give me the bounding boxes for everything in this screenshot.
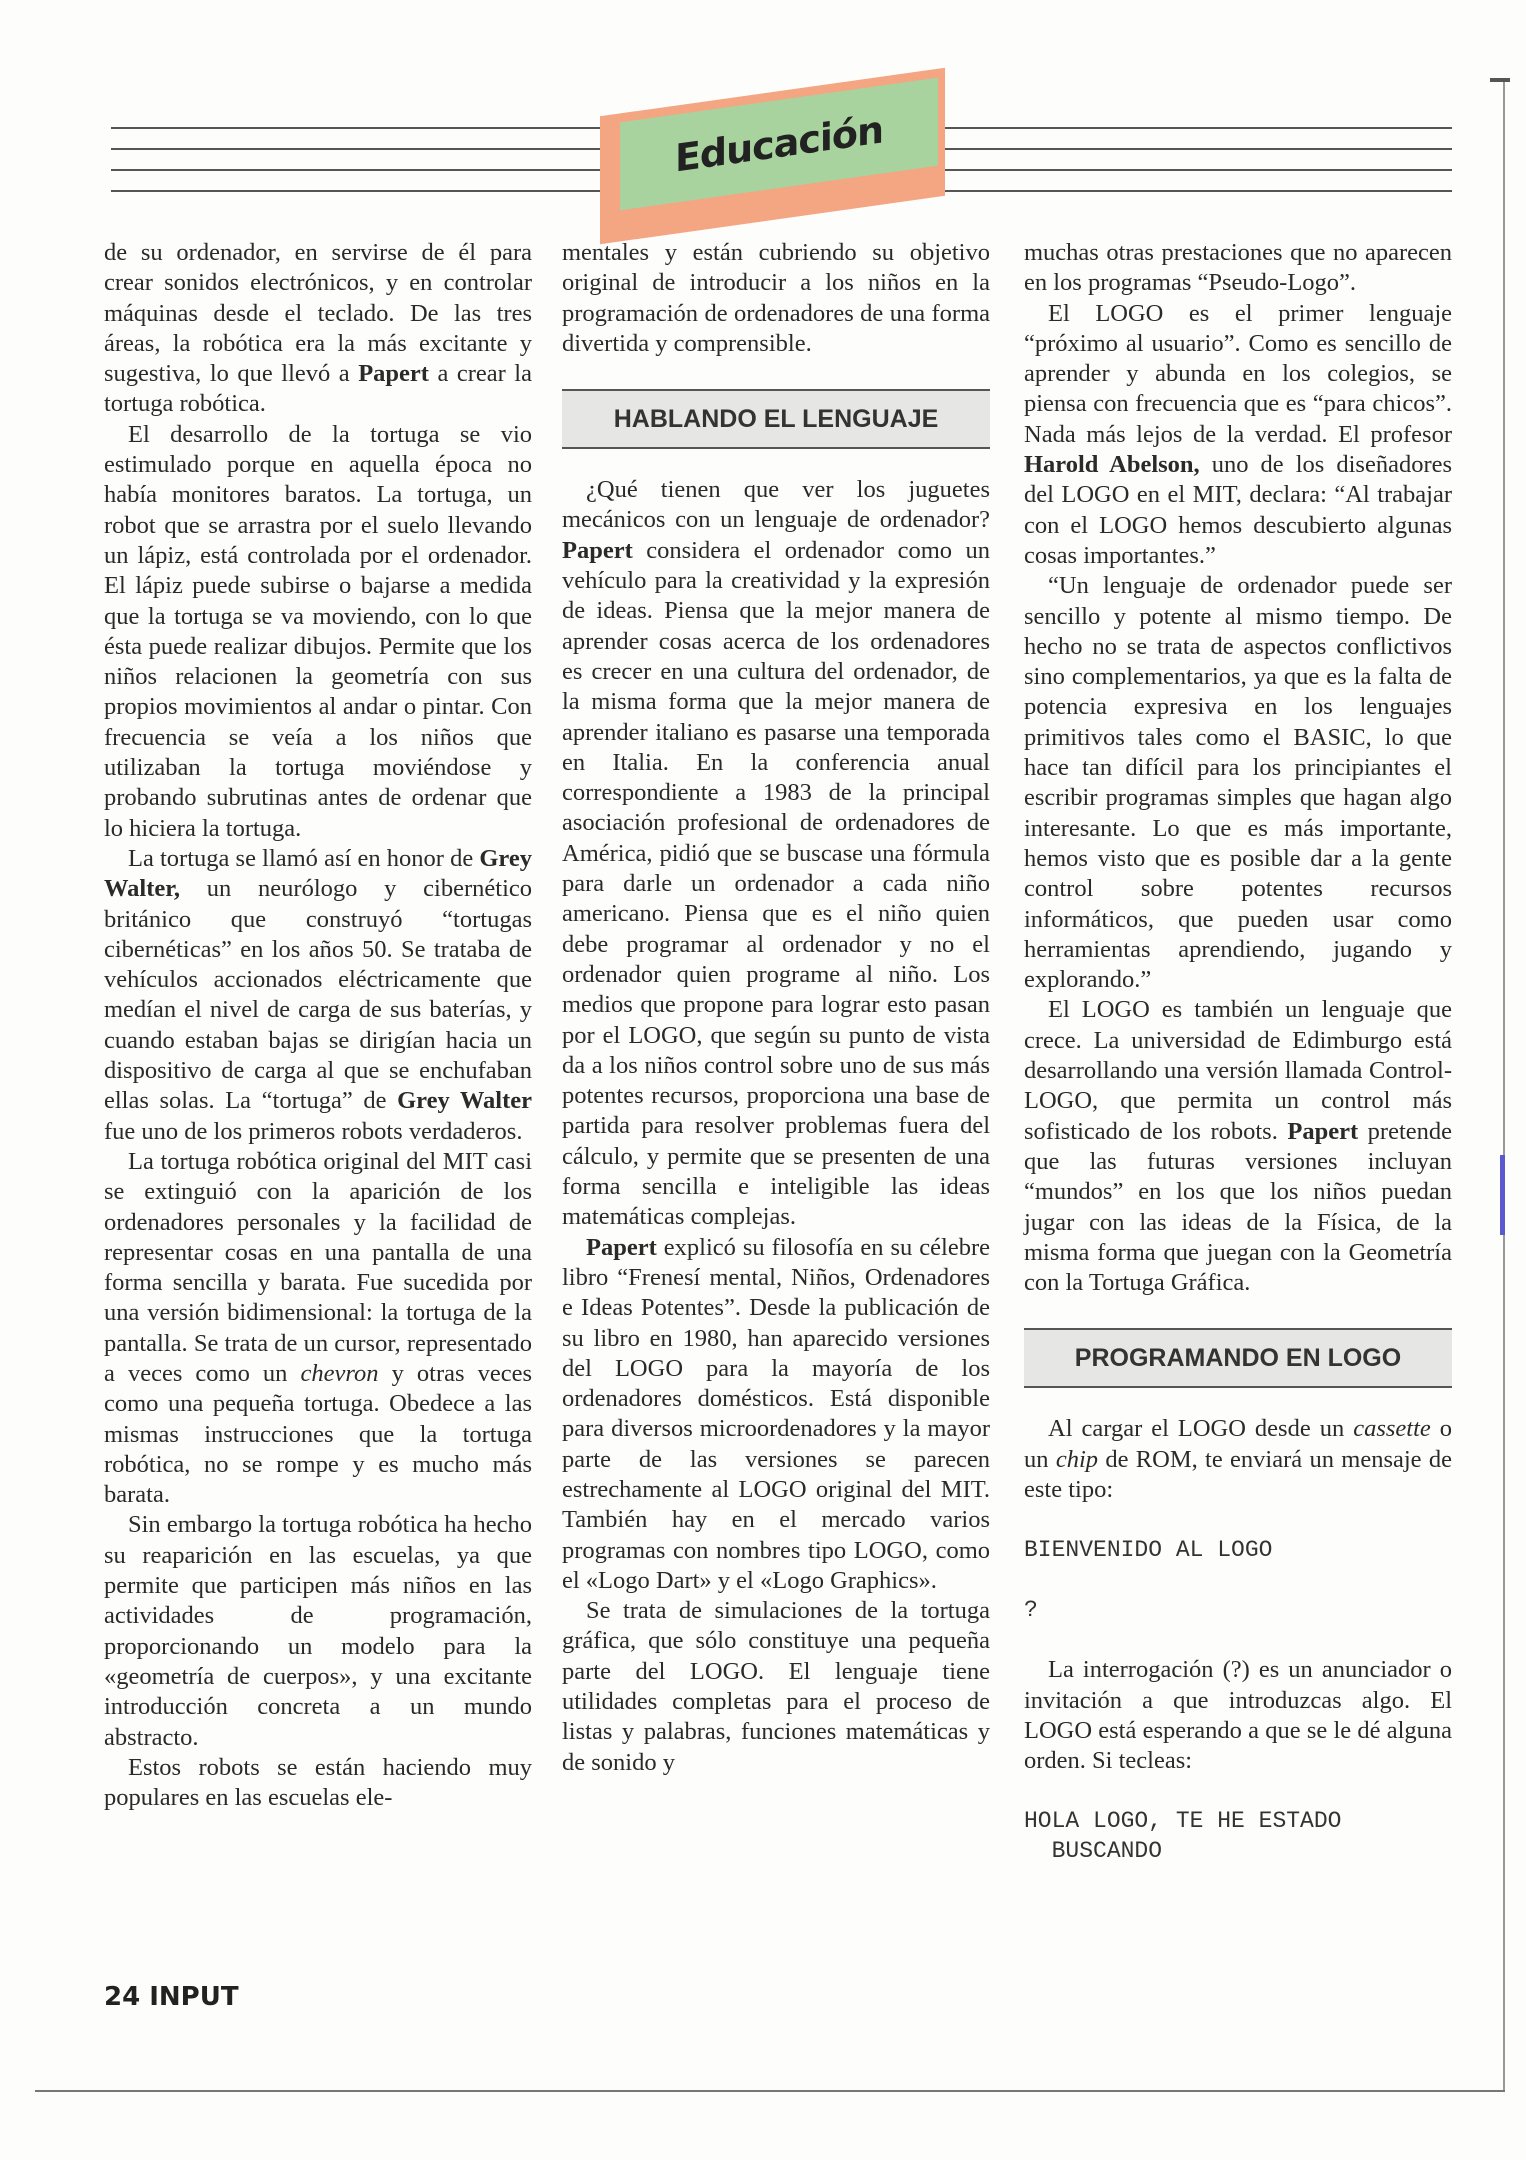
page-edge xyxy=(1503,80,1505,2090)
paragraph xyxy=(104,1147,532,1511)
text-run: “Un lenguaje de ordenador puede ser sencillo y potente al mismo tiempo. De hecho no se trata de aspectos conflictivos sino complementarios, ya que es la falta de potencia expresiva en los lenguajes primitivos tales como el BASIC, lo que hace tan difícil para los principiantes el escribir programas simples que hagan algo interesante. Lo que es más importante, hemos visto que es posible dar a la gente control sobre potentes recursos informáticos, que pueden usar como herramientas aprendiendo, jugando y explorando.” xyxy=(1024,572,1452,994)
italic-text: chevron xyxy=(300,1359,379,1387)
bold-text: Grey Walter, xyxy=(104,844,532,903)
text-run: El LOGO es el primer lenguaje “próximo al usuario”. Como es sencillo de aprender y abunda en los colegios, se piensa con frecuencia que es “para chicos”. Nada más lejos de la verdad. El profesor xyxy=(1024,299,1452,448)
paragraph xyxy=(562,238,990,359)
text-run: y otras veces como una pequeña tortuga. Obedece a las mismas instrucciones que la tortuga robótica, no se rompe y es mucho más barata. xyxy=(104,1359,532,1509)
text-run: fue uno de los primeros robots verdaderos. xyxy=(104,1117,523,1145)
text-run: La interrogación (?) es un anunciador o invitación a que introduzcas algo. El LOGO está esperando a que se le dé alguna orden. Si tecleas: xyxy=(1024,1656,1452,1775)
text-run: uno de los diseñadores del LOGO en el MIT, declara: “Al trabajar con el LOGO hemos descubierto algunas cosas importantes.” xyxy=(1024,451,1453,569)
page-edge-mark xyxy=(1490,78,1510,82)
paragraph xyxy=(562,1233,990,1597)
paragraph xyxy=(104,238,532,420)
paragraph xyxy=(1024,995,1452,1298)
page-number: 24 xyxy=(104,1982,141,2012)
column-1 xyxy=(104,238,532,1813)
text-run: Sin embargo la tortuga robótica ha hecho su reaparición en las escuelas, ya que permite que participen más niños en las actividades de programación, proporcionando un modelo para la «geometría de cuerpos», y una excitante introducción concreta a un mundo abstracto. xyxy=(104,1511,532,1751)
paragraph xyxy=(1024,299,1452,572)
page-edge-color-mark xyxy=(1500,1155,1505,1235)
text-run: La tortuga robótica original del MIT casi se extinguió con la aparición de los ordenadores personales y la facilidad de representar cosas en una pantalla de una forma sencilla y barata. Fue sucedida por una versión bidimensional: la tortuga de la pantalla. Se trata de un cursor, representado a veces como un xyxy=(104,1147,532,1387)
paragraph xyxy=(1024,1655,1452,1776)
paragraph xyxy=(1024,1414,1452,1505)
text-run: considera el ordenador como un vehículo para la creatividad y la expresión de ideas. Piensa que la mejor manera de aprender cosas acerca de los ordenadores es crecer en una cultura del ordenador, de la misma forma que la mejor manera de aprender italiano es pasarse una temporada en Italia. En la conferencia anual correspondiente a 1983 de la principal asociación profesional de ordenadores de América, pidió que se buscase una fórmula para darle un ordenador a cada niño americano. Piensa que es el niño quien debe programar al ordenador y no el ordenador quien programe al niño. Los medios que propone para lograr esto pasan por el LOGO, que según su punto de vista da a los niños control sobre uno de sus más potentes recursos, proporciona una base de partida para resolver problemas fuera del cálculo, y permite que se presenten de una forma sencilla e inteligible las ideas matemáticas complejas. xyxy=(562,536,990,1231)
code-listing: BIENVENIDO AL LOGO xyxy=(1024,1537,1273,1564)
text-run: de ROM, te enviará un mensaje de este tipo: xyxy=(1024,1445,1453,1503)
text-run: El desarrollo de la tortuga se vio estimulado porque en aquella época no había monitores baratos. La tortuga, un robot que se arrastra por el suelo llevando un lápiz, está controlada por el ordenador. El lápiz puede subirse o bajarse a medida que la tortuga se va moviendo, con lo que ésta puede realizar dibujos. Permite que los niños relacionen la geometría con sus propios movimientos al andar o pintar. Con frecuencia se veía a los niños que utilizaban la tortuga moviéndose y probando subrutinas antes de ordenar que lo hiciera la tortuga. xyxy=(104,420,532,842)
text-run: un neurólogo y cibernético británico que construyó “tortugas cibernéticas” en los años 50. Se trataba de vehículos accionados eléctricamente que medían el nivel de carga de sus baterías, y cuando estaban bajas se dirigían hacia un dispositivo de carga al que se enchufaban ellas solas. La “tortuga” de xyxy=(104,875,532,1115)
text-run: pretende que las futuras versiones incluyan “mundos” en los que los niños puedan jugar con las ideas de la Física, de la misma forma que juegan con la Geometría con la Tortuga Gráfica. xyxy=(1024,1117,1452,1297)
paragraph xyxy=(104,844,532,1147)
paragraph xyxy=(1024,238,1452,299)
text-run: La tortuga se llamó así en honor de xyxy=(128,844,480,872)
code-listing: HOLA LOGO, TE HE ESTADO BUSCANDO xyxy=(1024,1808,1342,1865)
page-bottom-rule xyxy=(35,2090,1505,2092)
magazine-name: INPUT xyxy=(149,1982,239,2012)
paragraph xyxy=(562,475,990,1232)
text-run: mentales y están cubriendo su objetivo original de introducir a los niños en la programación de ordenadores de una forma divertida y comprensible. xyxy=(562,239,990,357)
section-label: Educación xyxy=(674,107,884,181)
bold-text: Papert xyxy=(1287,1117,1359,1145)
text-run: Se trata de simulaciones de la tortuga gráfica, que sólo constituye una pequeña parte del LOGO. El lenguaje tiene utilidades completas para el proceso de listas y palabras, funciones matemáticas y de sonido y xyxy=(562,1597,990,1776)
paragraph xyxy=(104,1510,532,1752)
column-3 xyxy=(1024,238,1452,1896)
code-listing: ? xyxy=(1024,1597,1038,1624)
italic-text: chip xyxy=(1055,1445,1099,1473)
text-run: o un xyxy=(1024,1415,1453,1473)
section-heading: PROGRAMANDO EN LOGO xyxy=(1024,1328,1452,1388)
page-footer xyxy=(104,1982,239,2012)
text-run: Estos robots se están haciendo muy populares en las escuelas ele- xyxy=(104,1753,532,1812)
italic-text: cassette xyxy=(1353,1415,1431,1443)
paragraph xyxy=(562,1596,990,1778)
text-run: Al cargar el LOGO desde un xyxy=(1048,1415,1354,1443)
text-run: El LOGO es también un lenguaje que crece. La universidad de Edimburgo está desarrollando una versión llamada Control-LOGO, que permita un control más sofisticado de los robots. xyxy=(1024,996,1452,1145)
paragraph xyxy=(1024,571,1452,995)
text-run: muchas otras prestaciones que no aparecen en los programas “Pseudo-Logo”. xyxy=(1024,239,1452,297)
column-2 xyxy=(562,238,990,1778)
text-run: ¿Qué tienen que ver los juguetes mecánicos con un lenguaje de ordenador? xyxy=(562,476,990,534)
text-run: a crear la tortuga robótica. xyxy=(104,360,532,418)
bold-text: Papert xyxy=(586,1233,657,1261)
paragraph xyxy=(104,1753,532,1814)
text-run: de su ordenador, en servirse de él para crear sonidos electrónicos, y en controlar máquinas desde el teclado. De las tres áreas, la robótica era la más excitante y sugestiva, lo que llevó a xyxy=(104,239,532,388)
bold-text: Grey Walter xyxy=(397,1087,532,1115)
bold-text: Harold Abelson, xyxy=(1024,451,1200,479)
paragraph xyxy=(104,420,532,844)
section-heading: HABLANDO EL LENGUAJE xyxy=(562,389,990,449)
text-run: explicó su filosofía en su célebre libro “Frenesí mental, Niños, Ordenadores e Ideas Potentes”. Desde la publicación de su libro en 1980, han aparecido versiones del LOGO para la mayoría de los ordenadores domésticos. Está disponible para diversos microordenadores y la mayor parte de las versiones se parecen estrechamente al LOGO original del MIT. También hay en el mercado varios programas con nombres tipo LOGO, como el «Logo Dart» y el «Logo Graphics». xyxy=(562,1233,990,1594)
bold-text: Papert xyxy=(562,536,633,564)
bold-text: Papert xyxy=(358,360,429,388)
